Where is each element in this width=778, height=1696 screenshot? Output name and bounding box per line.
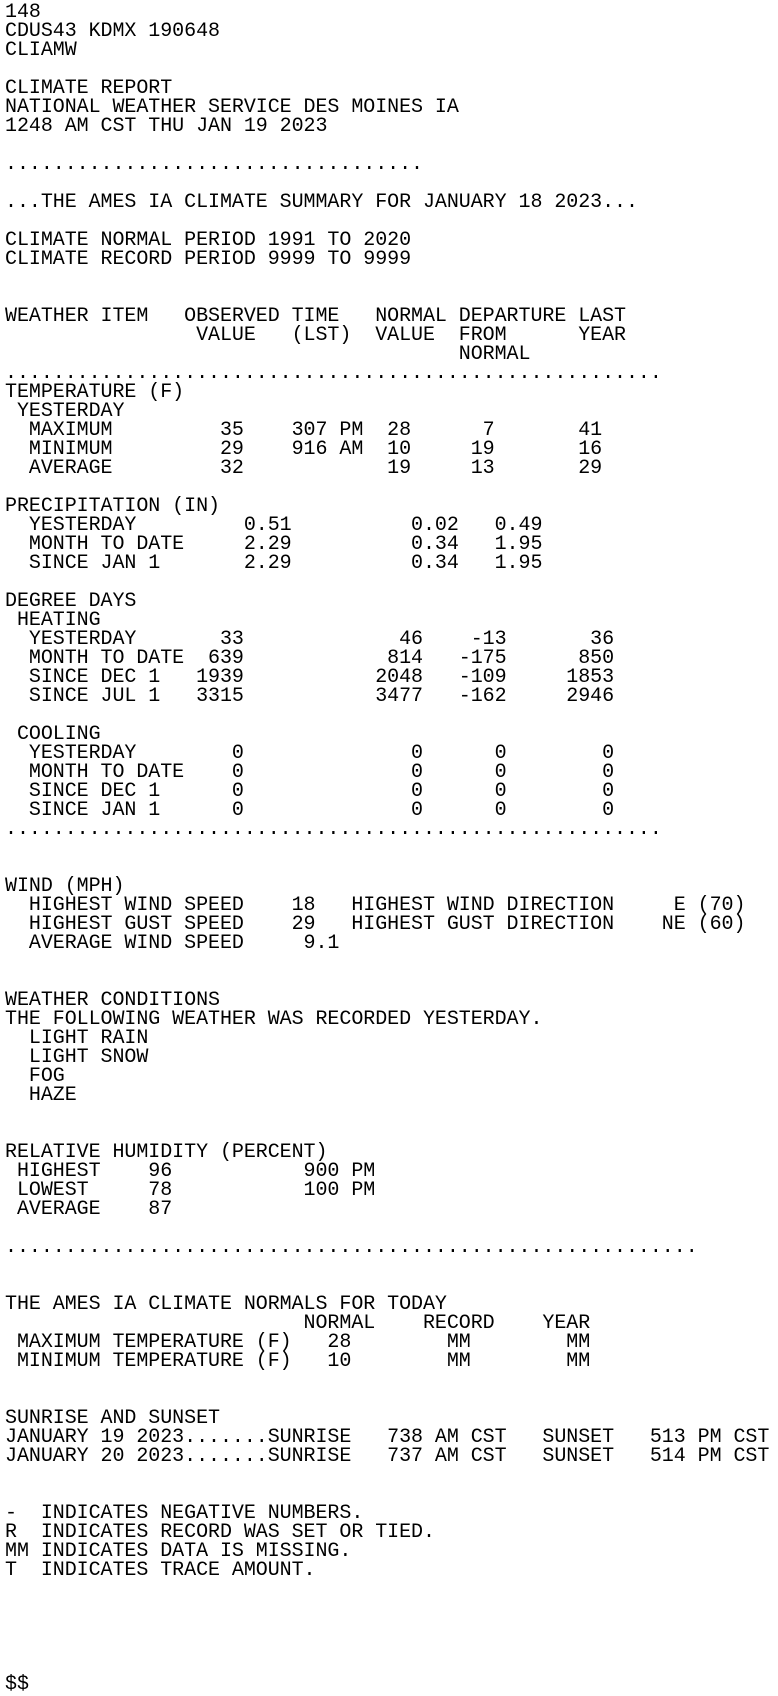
report-line: R INDICATES RECORD WAS SET OR TIED. xyxy=(5,1521,435,1544)
report-line: T INDICATES TRACE AMOUNT. xyxy=(5,1559,316,1582)
report-line: CLIMATE REPORT xyxy=(5,77,173,100)
report-line: MONTH TO DATE 2.29 0.34 1.95 xyxy=(5,533,543,556)
report-line: SINCE DEC 1 0 0 0 0 xyxy=(5,780,615,803)
report-line: ....................................................... xyxy=(5,362,662,385)
report-line xyxy=(5,1257,778,1276)
report-line: WIND (MPH) xyxy=(5,875,125,898)
report-line: 148 xyxy=(5,1,41,24)
report-line: MONTH TO DATE 639 814 -175 850 xyxy=(5,647,615,670)
report-line: SUNRISE AND SUNSET xyxy=(5,1407,220,1430)
report-line: JANUARY 19 2023.......SUNRISE 738 AM CST SUNSET 513 PM CST xyxy=(5,1426,770,1449)
report-line: AVERAGE 32 19 13 29 xyxy=(5,457,603,480)
report-line: JANUARY 20 2023.......SUNRISE 737 AM CST SUNSET 514 PM CST xyxy=(5,1445,770,1468)
report-line: YESTERDAY 33 46 -13 36 xyxy=(5,628,615,651)
report-line: 1248 AM CST THU JAN 19 2023 xyxy=(5,115,328,138)
report-line: THE FOLLOWING WEATHER WAS RECORDED YESTERDAY. xyxy=(5,1008,543,1031)
report-line: - INDICATES NEGATIVE NUMBERS. xyxy=(5,1502,364,1525)
report-line: LOWEST 78 100 PM xyxy=(5,1179,376,1202)
report-line: CLIAMW xyxy=(5,39,77,62)
report-line: CLIMATE RECORD PERIOD 9999 TO 9999 xyxy=(5,248,412,271)
report-line xyxy=(5,1637,778,1656)
report-line xyxy=(5,1580,778,1599)
report-line: MINIMUM 29 916 AM 10 19 16 xyxy=(5,438,603,461)
report-line xyxy=(5,706,778,725)
report-line: MM INDICATES DATA IS MISSING. xyxy=(5,1540,352,1563)
report-line xyxy=(5,1466,778,1485)
report-line: AVERAGE WIND SPEED 9.1 xyxy=(5,932,340,955)
report-line: HIGHEST 96 900 PM xyxy=(5,1160,376,1183)
report-line: .......................................................... xyxy=(5,1236,698,1259)
report-line xyxy=(5,1371,778,1390)
report-line: ...THE AMES IA CLIMATE SUMMARY FOR JANUARY 18 2023... xyxy=(5,191,638,214)
report-line xyxy=(5,269,778,288)
report-line: NORMAL xyxy=(5,343,531,366)
report-line: FOG xyxy=(5,1065,65,1088)
report-line: MONTH TO DATE 0 0 0 0 xyxy=(5,761,615,784)
report-line: CLIMATE NORMAL PERIOD 1991 TO 2020 xyxy=(5,229,412,252)
report-line xyxy=(5,1656,778,1675)
report-line: PRECIPITATION (IN) xyxy=(5,495,220,518)
report-line: HAZE xyxy=(5,1084,77,1107)
report-line: TEMPERATURE (F) xyxy=(5,381,185,404)
report-line xyxy=(5,1618,778,1637)
report-line: WEATHER CONDITIONS xyxy=(5,989,220,1012)
report-line: RELATIVE HUMIDITY (PERCENT) xyxy=(5,1141,328,1164)
report-line: MAXIMUM 35 307 PM 28 7 41 xyxy=(5,419,603,442)
report-line: $$ xyxy=(5,1673,29,1696)
report-line: SINCE JAN 1 2.29 0.34 1.95 xyxy=(5,552,543,575)
report-line: THE AMES IA CLIMATE NORMALS FOR TODAY xyxy=(5,1293,447,1316)
report-line: MINIMUM TEMPERATURE (F) 10 MM MM xyxy=(5,1350,591,1373)
report-line xyxy=(5,1599,778,1618)
report-line: CDUS43 KDMX 190648 xyxy=(5,20,220,43)
report-line: MAXIMUM TEMPERATURE (F) 28 MM MM xyxy=(5,1331,591,1354)
report-line: SINCE DEC 1 1939 2048 -109 1853 xyxy=(5,666,615,689)
report-line: WEATHER ITEM OBSERVED TIME NORMAL DEPARTURE LAST xyxy=(5,305,626,328)
report-line: YESTERDAY 0 0 0 0 xyxy=(5,742,615,765)
report-line: SINCE JAN 1 0 0 0 0 xyxy=(5,799,615,822)
report-line: AVERAGE 87 xyxy=(5,1198,173,1221)
report-line: HIGHEST WIND SPEED 18 HIGHEST WIND DIRECTION E (70) xyxy=(5,894,746,917)
report-line: LIGHT RAIN xyxy=(5,1027,149,1050)
report-line: VALUE (LST) VALUE FROM YEAR xyxy=(5,324,626,347)
report-line: NATIONAL WEATHER SERVICE DES MOINES IA xyxy=(5,96,459,119)
report-line xyxy=(5,953,778,972)
report-line xyxy=(5,839,778,858)
report-line: ................................... xyxy=(5,153,423,176)
report-line: LIGHT SNOW xyxy=(5,1046,149,1069)
report-line: ....................................................... xyxy=(5,818,662,841)
report-line: YESTERDAY 0.51 0.02 0.49 xyxy=(5,514,543,537)
report-line: DEGREE DAYS xyxy=(5,590,137,613)
report-line: YESTERDAY xyxy=(5,400,125,423)
report-line: HEATING xyxy=(5,609,101,632)
report-line: NORMAL RECORD YEAR xyxy=(5,1312,591,1335)
report-line xyxy=(5,1105,778,1124)
report-line: HIGHEST GUST SPEED 29 HIGHEST GUST DIRECTION NE (60) xyxy=(5,913,746,936)
report-line: SINCE JUL 1 3315 3477 -162 2946 xyxy=(5,685,615,708)
report-line: COOLING xyxy=(5,723,101,746)
